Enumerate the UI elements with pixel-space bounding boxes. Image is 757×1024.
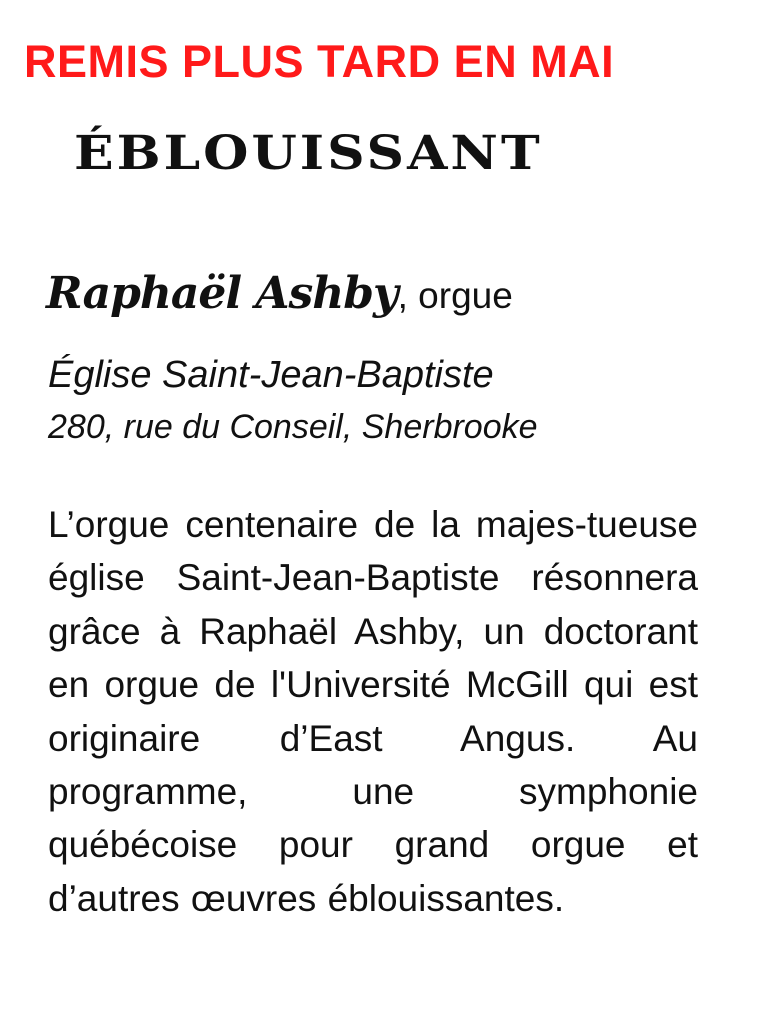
performer-name: Raphaël Ashby — [46, 268, 398, 319]
event-description: L’orgue centenaire de la majes-tueuse église Saint-Jean-Baptiste résonnera grâce à Raphaël Ashby, un doctorant en orgue de l'Université McGill qui est originaire d’East Angus. Au programme, une symphonie québécoise pour grand orgue et d’autres œuvres éblouissantes. — [48, 504, 698, 919]
headline: ÉBLOUISSANT — [74, 125, 543, 181]
postponed-banner: REMIS PLUS TARD EN MAI — [24, 36, 615, 87]
venue-name: Église Saint-Jean-Baptiste — [48, 354, 494, 396]
venue-address: 280, rue du Conseil, Sherbrooke — [48, 408, 538, 446]
performer-line — [46, 262, 726, 328]
performer-role: , orgue — [397, 275, 513, 316]
